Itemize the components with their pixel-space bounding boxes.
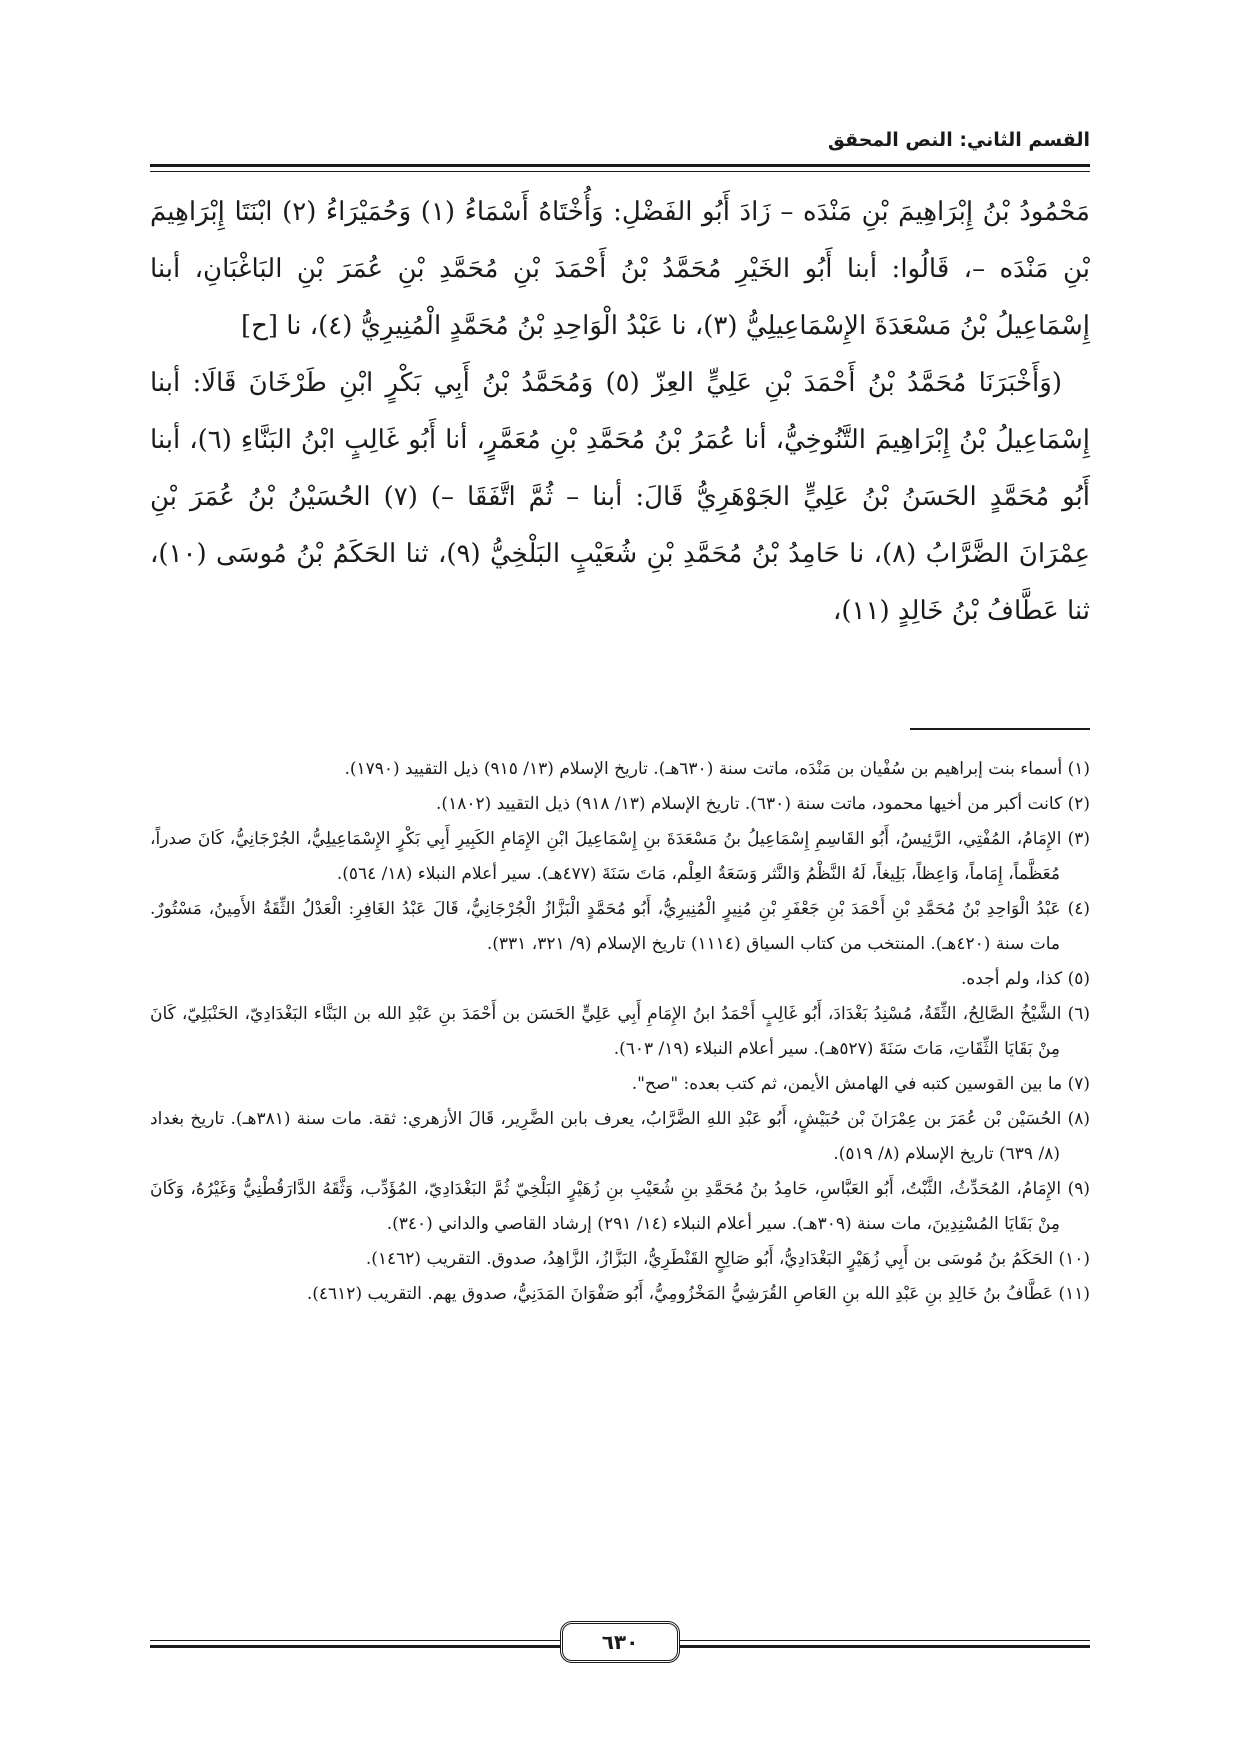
footer-rule-left [150,1640,560,1648]
footnote: (١٠) الحَكَمُ بنُ مُوسَى بن أَبِي زُهَيْرٍ البَغْدَادِيُّ، أَبُو صَالِحٍ القَنْطَرِيُّ، البَزَّازُ، الزَّاهِدُ، صدوق. التقريب (١٤٦٢). [365,1249,1090,1269]
footnote: (٩) الإِمَامُ، المُحَدِّثُ، الثَّبْتُ، أَبُو العَبَّاسِ، حَامِدُ بنُ مُحَمَّدِ بنِ شُعَيْبِ بنِ زُهَيْرٍ البَلْخِيّ ثُمَّ البَغْدَادِيّ، المُؤَدِّب، وَثَّقَهُ الدَّارَقُطْنِيُّ وَغَيْرُهُ، وَكَانَ مِنْ بَقَايَا المُسْنِدِينَ، مات سنة (٣٠٩هـ). سير أعلام النبلاء (١٤/ ٢٩١) إرشاد القاصي والداني (٣٤٠). [150,1179,1090,1234]
footnote: (٥) كذا، ولم أجده. [960,969,1090,989]
footer-rule-right [680,1640,1090,1648]
footnote-separator [910,728,1090,730]
footnote: (٣) الإِمَامُ، المُفْتِي، الرَّئِيسُ، أَبُو القَاسِمِ إِسْمَاعِيلُ بنُ مَسْعَدَةَ بنِ إِسْمَاعِيلَ ابْنِ الإِمَامِ الكَبِيرِ أَبِي بَكْرٍ الإِسْمَاعِيلِيُّ، الجُرْجَانِيُّ، كَانَ صدراً، مُعَظَّماً، إِمَاماً، وَاعِظاً، بَلِيغاً، لَهُ النَّظْمُ وَالنَّثر وَسَعَةُ العِلْم، مَاتَ سَنَةَ (٤٧٧هـ). سير أعلام النبلاء (١٨/ ٥٦٤). [150,829,1090,884]
main-paragraph: مَحْمُودُ بْنُ إِبْرَاهِيمَ بْنِ مَنْدَه – زَادَ أَبُو الفَضْلِ: وَأُخْتَاهُ أَسْمَاءُ (١) وَحُمَيْرَاءُ (٢) ابْنَتَا إِبْرَاهِيمَ بْنِ مَنْدَه –، قَالُوا: أبنا أَبُو الخَيْرِ مُحَمَّدُ بْنُ أَحْمَدَ بْنِ مُحَمَّدِ بْنِ عُمَرَ بْنِ البَاغْبَانِ، أبنا إِسْمَاعِيلُ بْنُ مَسْعَدَةَ الإِسْمَاعِيلِيُّ (٣)، نا عَبْدُ الْوَاحِدِ بْنُ مُحَمَّدٍ الْمُنِيرِيُّ (٤)، نا [ح] [150,197,1090,341]
footnote: (٤) عَبْدُ الْوَاحِدِ بْنُ مُحَمَّدِ بْنِ أَحْمَدَ بْنِ جَعْفَرِ بْنِ مُنِيرٍ الْمُنِيرِيُّ، أَبُو مُحَمَّدٍ الْبَزَّازُ الْجُرْجَانِيُّ، قَالَ عَبْدُ الغَافِرِ: الْعَدْلُ الثِّقَةُ الأَمِينُ، مَسْتُورٌ. مات سنة (٤٢٠هـ). المنتخب من كتاب السياق (١١١٤) تاريخ الإسلام (٩/ ٣٢١، ٣٣١). [150,899,1090,954]
main-text [150,184,1090,640]
footnote: (٦) الشَّيْخُ الصَّالِحُ، الثِّقَةُ، مُسْنِدُ بَغْدَادَ، أَبُو غَالِبٍ أَحْمَدُ ابنُ الإِمَامِ أَبِي عَلِيٍّ الحَسَن بن أَحْمَدَ بنِ عَبْدِ الله بن البَنَّاء البَغْدَادِيّ، الحَنْبَلِيّ، كَانَ مِنْ بَقَايَا الثِّقَاتِ، مَاتَ سَنَةَ (٥٢٧هـ). سير أعلام النبلاء (١٩/ ٦٠٣). [150,1004,1090,1059]
footnote: (٨) الحُسَيْن بْن عُمَرَ بن عِمْرَانَ بْن حُبَيْشٍ، أَبُو عَبْدِ اللهِ الضَّرَّابُ، يعرف بابن الضَّرِير، قَالَ الأزهري: ثقة. مات سنة (٣٨١هـ). تاريخ بغداد (٨/ ٦٣٩) تاريخ الإسلام (٨/ ٥١٩). [150,1109,1091,1164]
footnote: (١) أسماء بنت إبراهيم بن سُفْيان بن مَنْدَه، ماتت سنة (٦٣٠هـ). تاريخ الإسلام (١٣/ ٩١٥) ذيل التقييد (١٧٩٠). [344,759,1090,779]
footnote: (١١) عَطَّافُ بنُ خَالِدِ بنِ عَبْدِ الله بنِ العَاصِ القُرَشِيُّ المَخْزُومِيُّ، أَبُو صَفْوَانَ المَدَنِيُّ، صدوق يهم. التقريب (٤٦١٢). [306,1284,1090,1304]
footnote: (٧) ما بين القوسين كتبه في الهامش الأيمن، ثم كتب بعده: "صح". [631,1074,1090,1094]
page-number: ٦٣٠ [560,1621,680,1663]
main-paragraph: (وَأَخْبَرَنَا مُحَمَّدُ بْنُ أَحْمَدَ بْنِ عَلِيٍّ العِزّ (٥) وَمُحَمَّدُ بْنُ أَبِي بَكْرٍ ابْنِ طَرْخَانَ قَالَا: أبنا إِسْمَاعِيلُ بْنُ إِبْرَاهِيمَ التَّنُوخِيُّ، أنا عُمَرُ بْنُ مُحَمَّدِ بْنِ مُعَمَّرٍ، أنا أَبُو غَالِبٍ ابْنُ البَنَّاءِ (٦)، أبنا أَبُو مُحَمَّدٍ الحَسَنُ بْنُ عَلِيٍّ الجَوْهَرِيُّ قَالَ: أبنا – ثُمَّ اتَّفَقَا –) (٧) الحُسَيْنُ بْنُ عُمَرَ بْنِ عِمْرَانَ الضَّرَّابُ (٨)، نا حَامِدُ بْنُ مُحَمَّدِ بْنِ شُعَيْبٍ البَلْخِيُّ (٩)، ثنا الحَكَمُ بْنُ مُوسَى (١٠)، ثنا عَطَّافُ بْنُ خَالِدٍ (١١)، [150,368,1091,626]
footnotes [150,752,1090,1312]
book-page [150,0,1090,1754]
footnote: (٢) كانت أكبر من أخيها محمود، ماتت سنة (٦٣٠). تاريخ الإسلام (١٣/ ٩١٨) ذيل التقييد (١٨٠٢). [436,794,1090,814]
running-title: القسم الثاني: النص المحقق [827,129,1090,151]
header-divider [150,164,1090,172]
